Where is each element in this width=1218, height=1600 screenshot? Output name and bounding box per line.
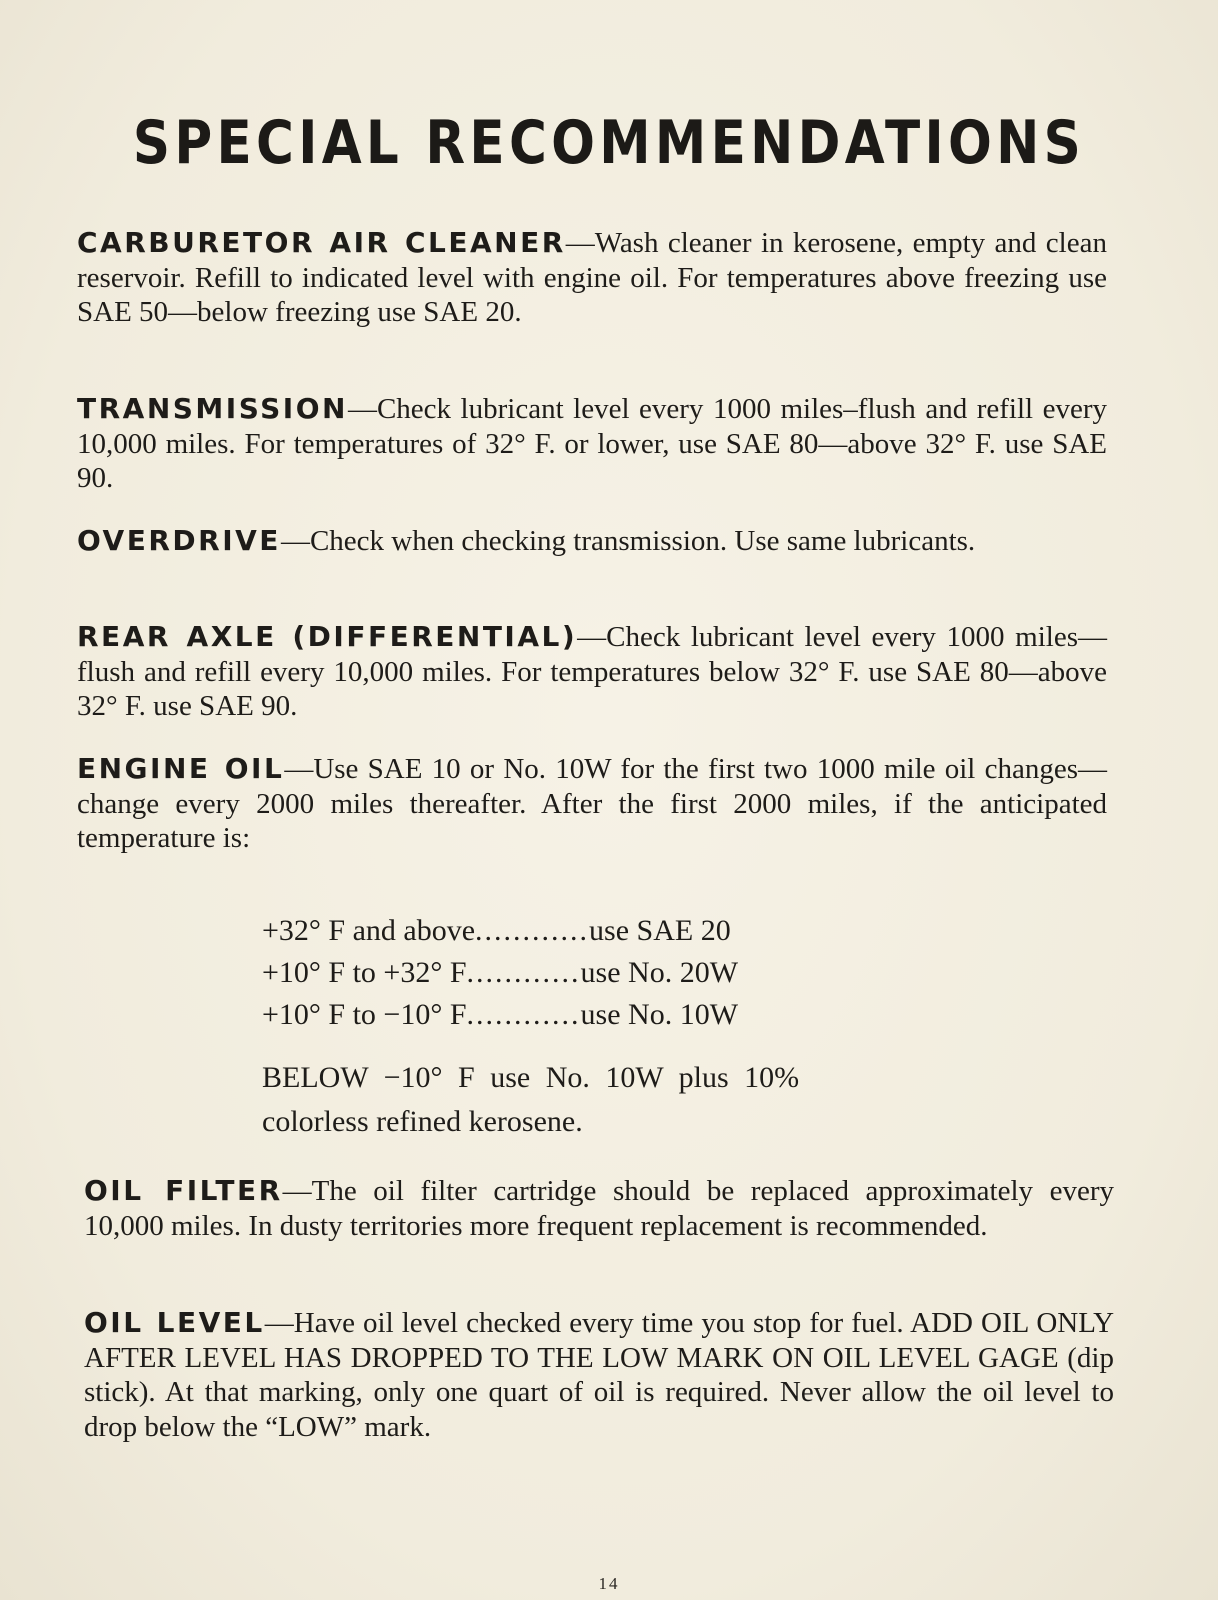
- table-row: [262, 952, 962, 994]
- section-heading: OIL LEVEL: [84, 1306, 265, 1339]
- section-overdrive: [77, 524, 1107, 559]
- temperature-range: +10° F to +32° F: [262, 956, 467, 989]
- temperature-range: +32° F and above: [262, 914, 476, 947]
- section-body: —Have oil level checked every time you stop for fuel. ADD OIL ONLY AFTER LEVEL HAS DROPPED TO THE LOW MARK ON OIL LEVEL GAGE (dip stick). At that marking, only one quart of oil is required. Never allow the oil level to drop below the “LOW” mark.: [84, 1307, 1115, 1443]
- section-heading: REAR AXLE (DIFFERENTIAL): [77, 620, 578, 653]
- oil-recommendation: use No. 10W: [580, 998, 739, 1031]
- page-title: SPECIAL RECOMMENDATIONS: [132, 108, 1086, 178]
- section-body: —Wash cleaner in kerosene, empty and clean reservoir. Refill to indicated level with engine oil. For temperatures above freezing use SAE 50—below freezing use SAE 20.: [77, 227, 1107, 328]
- leader-dots: ............: [466, 998, 581, 1031]
- section-oil-level: [84, 1306, 1114, 1444]
- section-heading: TRANSMISSION: [77, 392, 348, 425]
- below-zero-line-2: colorless refined kerosene.: [262, 1105, 583, 1138]
- leader-dots: ............: [475, 914, 590, 947]
- section-body: —Check when checking transmission. Use same lubricants.: [280, 525, 976, 557]
- section-rear-axle: [77, 620, 1107, 724]
- section-heading: CARBURETOR AIR CLEANER: [77, 226, 566, 259]
- leader-dots: ............: [466, 956, 581, 989]
- section-transmission: [77, 392, 1107, 496]
- section-body: —The oil filter cartridge should be replaced approximately every 10,000 miles. In dusty territories more frequent replacement is recommended.: [84, 1175, 1114, 1242]
- below-zero-note: [262, 1056, 962, 1144]
- section-oil-filter: [84, 1174, 1114, 1243]
- section-heading: OIL FILTER: [84, 1174, 283, 1207]
- section-heading: OVERDRIVE: [77, 524, 281, 557]
- table-row: [262, 994, 962, 1036]
- page-number: 14: [598, 1574, 620, 1593]
- oil-recommendation: use SAE 20: [589, 914, 731, 947]
- section-engine-oil: [77, 752, 1107, 856]
- section-body: —Use SAE 10 or No. 10W for the first two 1000 mile oil changes—change every 2000 miles thereafter. After the first 2000 miles, if the anticipated temperature is:: [77, 753, 1107, 854]
- section-carburetor-air-cleaner: [77, 226, 1107, 330]
- table-row: [262, 910, 962, 952]
- section-body: —Check lubricant level every 1000 miles—flush and refill every 10,000 miles. For temperatures below 32° F. use SAE 80—above 32° F. use SAE 90.: [77, 621, 1107, 722]
- temperature-range: +10° F to −10° F: [262, 998, 467, 1031]
- oil-temperature-table: [262, 910, 962, 1036]
- below-zero-line-1: BELOW −10° F use No. 10W plus 10%: [262, 1061, 800, 1094]
- section-body: —Check lubricant level every 1000 miles–flush and refill every 10,000 miles. For temperatures of 32° F. or lower, use SAE 80—above 32° F. use SAE 90.: [77, 393, 1107, 494]
- section-heading: ENGINE OIL: [77, 752, 285, 785]
- oil-recommendation: use No. 20W: [580, 956, 739, 989]
